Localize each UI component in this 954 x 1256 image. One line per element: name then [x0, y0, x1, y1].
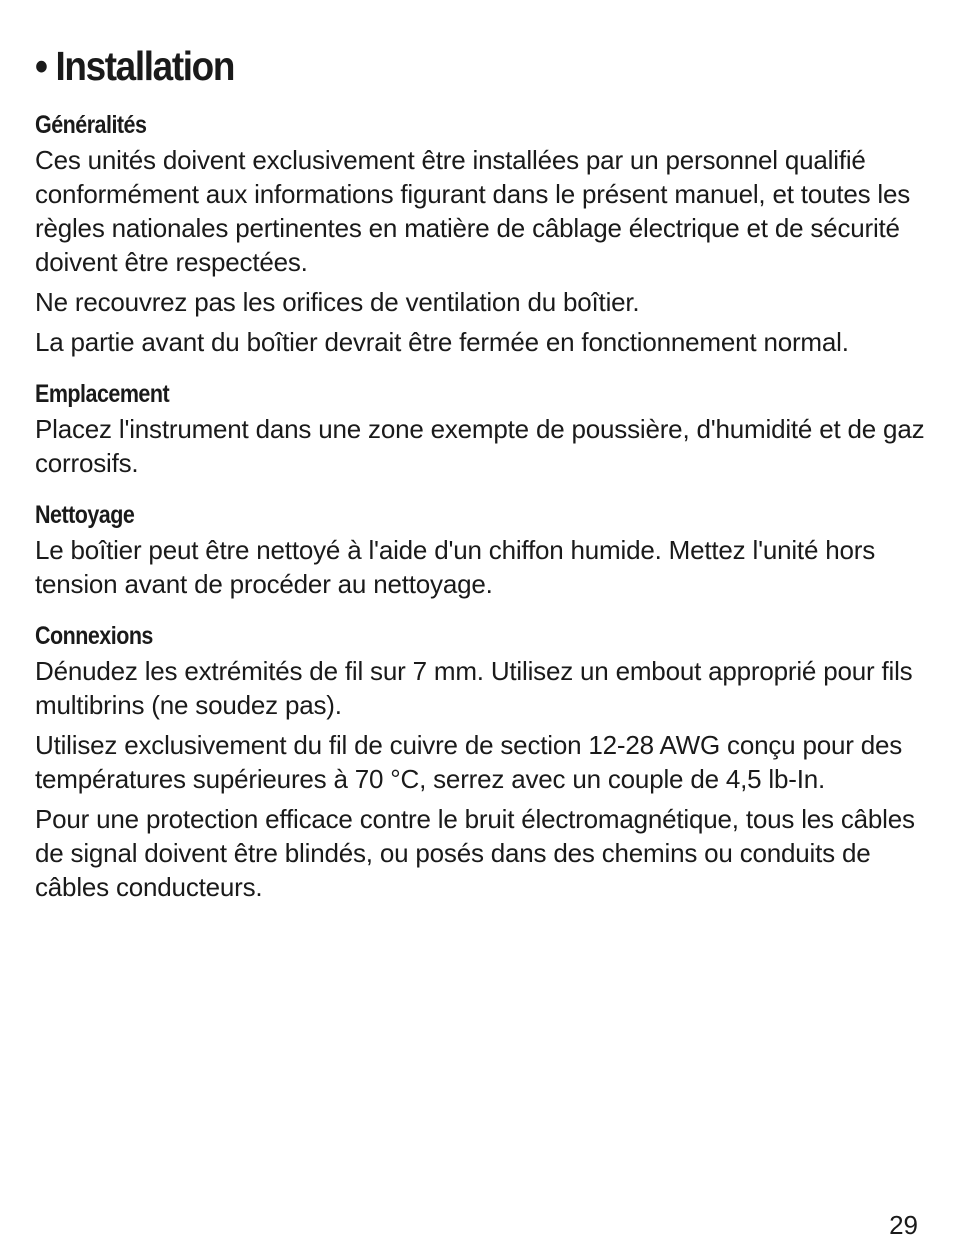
section-heading: Nettoyage: [35, 501, 135, 529]
paragraph: Placez l'instrument dans une zone exempte de poussière, d'humidité et de gaz corrosifs.: [35, 414, 925, 478]
paragraph: Pour une protection efficace contre le bruit électromagnétique, tous les câbles de signal doivent être blindés, ou posés dans des chemins ou conduits de câbles conducteurs.: [35, 804, 915, 902]
document-page: [35, 38, 925, 910]
paragraph: Utilisez exclusivement du fil de cuivre de section 12-28 AWG conçu pour des températures supérieures à 70 °C, serrez avec un couple de 4,5 lb-In.: [35, 730, 903, 794]
paragraph: Ne recouvrez pas les orifices de ventilation du boîtier.: [35, 287, 640, 317]
page-number: 29: [889, 1210, 918, 1240]
section-connexions: [35, 619, 925, 904]
section-emplacement: [35, 377, 925, 480]
section-heading: Généralités: [35, 111, 147, 139]
section-heading: Emplacement: [35, 380, 170, 408]
section-generalites: [35, 108, 925, 359]
paragraph: Le boîtier peut être nettoyé à l'aide d'un chiffon humide. Mettez l'unité hors tension avant de procéder au nettoyage.: [35, 535, 876, 599]
paragraph: Dénudez les extrémités de fil sur 7 mm. Utilisez un embout approprié pour fils multibrins (ne soudez pas).: [35, 656, 913, 720]
section-heading: Connexions: [35, 622, 153, 650]
paragraph: La partie avant du boîtier devrait être fermée en fonctionnement normal.: [35, 327, 849, 357]
paragraph: Ces unités doivent exclusivement être installées par un personnel qualifié conformément aux informations figurant dans le présent manuel, et toutes les règles nationales pertinentes en matière de câblage électrique et de sécurité doivent être respectées.: [35, 145, 911, 277]
page-title: • Installation: [35, 43, 235, 89]
section-nettoyage: [35, 498, 925, 601]
